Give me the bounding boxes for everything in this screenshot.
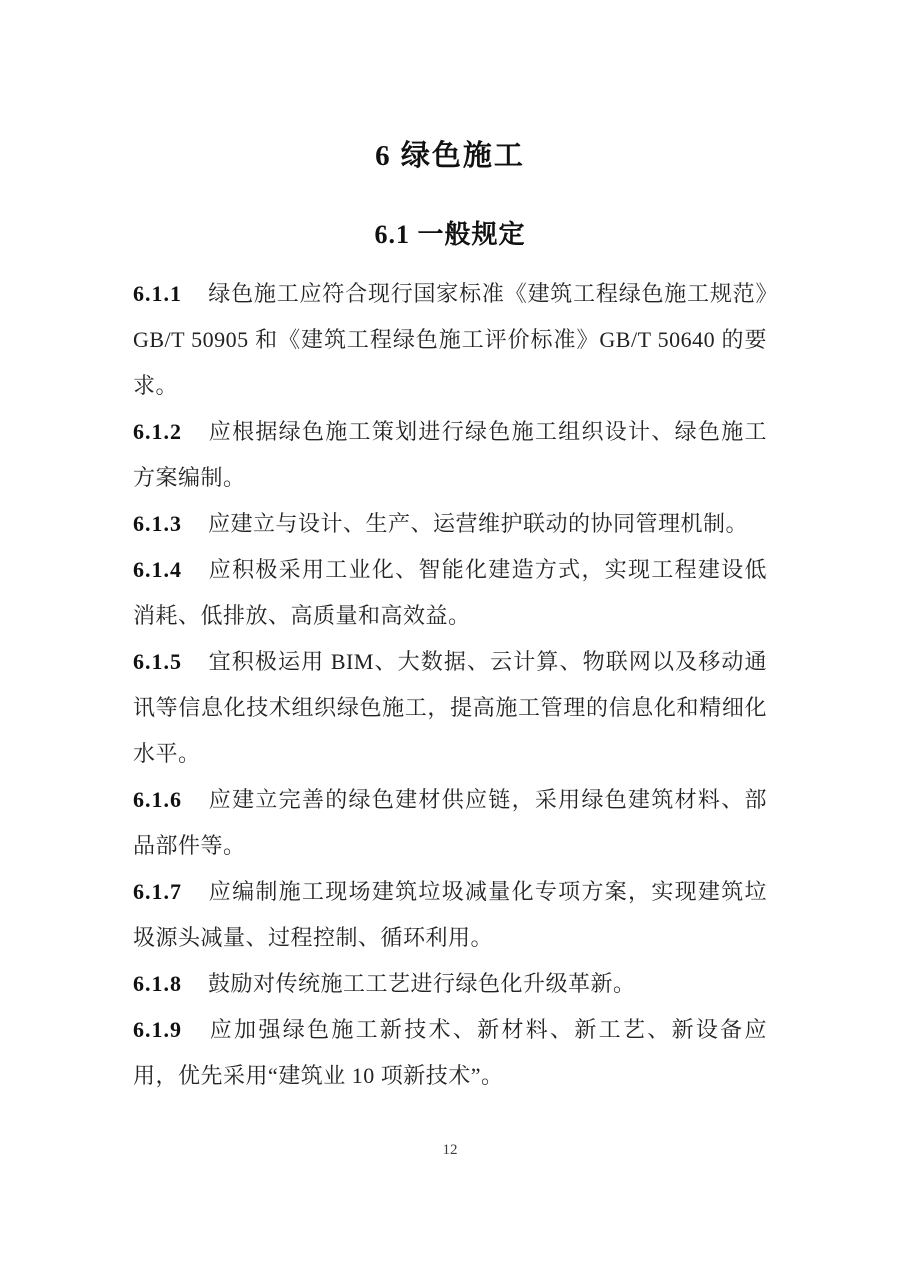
clause-6-1-7 — [133, 869, 767, 961]
clause-6-1-4 — [133, 547, 767, 639]
clause-number: 6.1.9 — [133, 1017, 182, 1042]
clause-6-1-2 — [133, 409, 767, 501]
clause-text: 绿色施工应符合现行国家标准《建筑工程绿色施工规范》GB/T 50905 和《建筑工程绿色施工评价标准》GB/T 50640 的要求。 — [133, 281, 767, 398]
clause-number: 6.1.2 — [133, 419, 182, 444]
clause-text: 应加强绿色施工新技术、新材料、新工艺、新设备应用，优先采用“建筑业 10 项新技术”。 — [133, 1017, 767, 1088]
section-title: 6.1 一般规定 — [374, 220, 526, 249]
clause-text: 鼓励对传统施工工艺进行绿色化升级革新。 — [208, 971, 636, 996]
clause-6-1-3 — [133, 501, 767, 547]
page-number: 12 — [442, 1142, 458, 1158]
clause-6-1-6 — [133, 777, 767, 869]
clause-number: 6.1.7 — [133, 879, 182, 904]
clause-text: 应编制施工现场建筑垃圾减量化专项方案，实现建筑垃圾源头减量、过程控制、循环利用。 — [133, 879, 767, 950]
clause-text: 应建立与设计、生产、运营维护联动的协同管理机制。 — [208, 511, 749, 536]
clause-number: 6.1.5 — [133, 649, 182, 674]
chapter-title: 6 绿色施工 — [375, 140, 525, 172]
clause-number: 6.1.3 — [133, 511, 182, 536]
clause-text: 应建立完善的绿色建材供应链，采用绿色建筑材料、部品部件等。 — [133, 787, 767, 858]
clause-text: 宜积极运用 BIM、大数据、云计算、物联网以及移动通讯等信息化技术组织绿色施工，提高施工管理的信息化和精细化水平。 — [133, 649, 767, 766]
document-body — [133, 271, 767, 1099]
clause-6-1-5 — [133, 639, 767, 777]
clause-text: 应积极采用工业化、智能化建造方式，实现工程建设低消耗、低排放、高质量和高效益。 — [133, 557, 767, 628]
clause-number: 6.1.6 — [133, 787, 182, 812]
clause-text: 应根据绿色施工策划进行绿色施工组织设计、绿色施工方案编制。 — [133, 419, 767, 490]
clause-number: 6.1.4 — [133, 557, 182, 582]
clause-6-1-1 — [133, 271, 767, 409]
clause-number: 6.1.1 — [133, 281, 182, 306]
clause-6-1-8 — [133, 961, 767, 1007]
clause-number: 6.1.8 — [133, 971, 182, 996]
clause-6-1-9 — [133, 1007, 767, 1099]
